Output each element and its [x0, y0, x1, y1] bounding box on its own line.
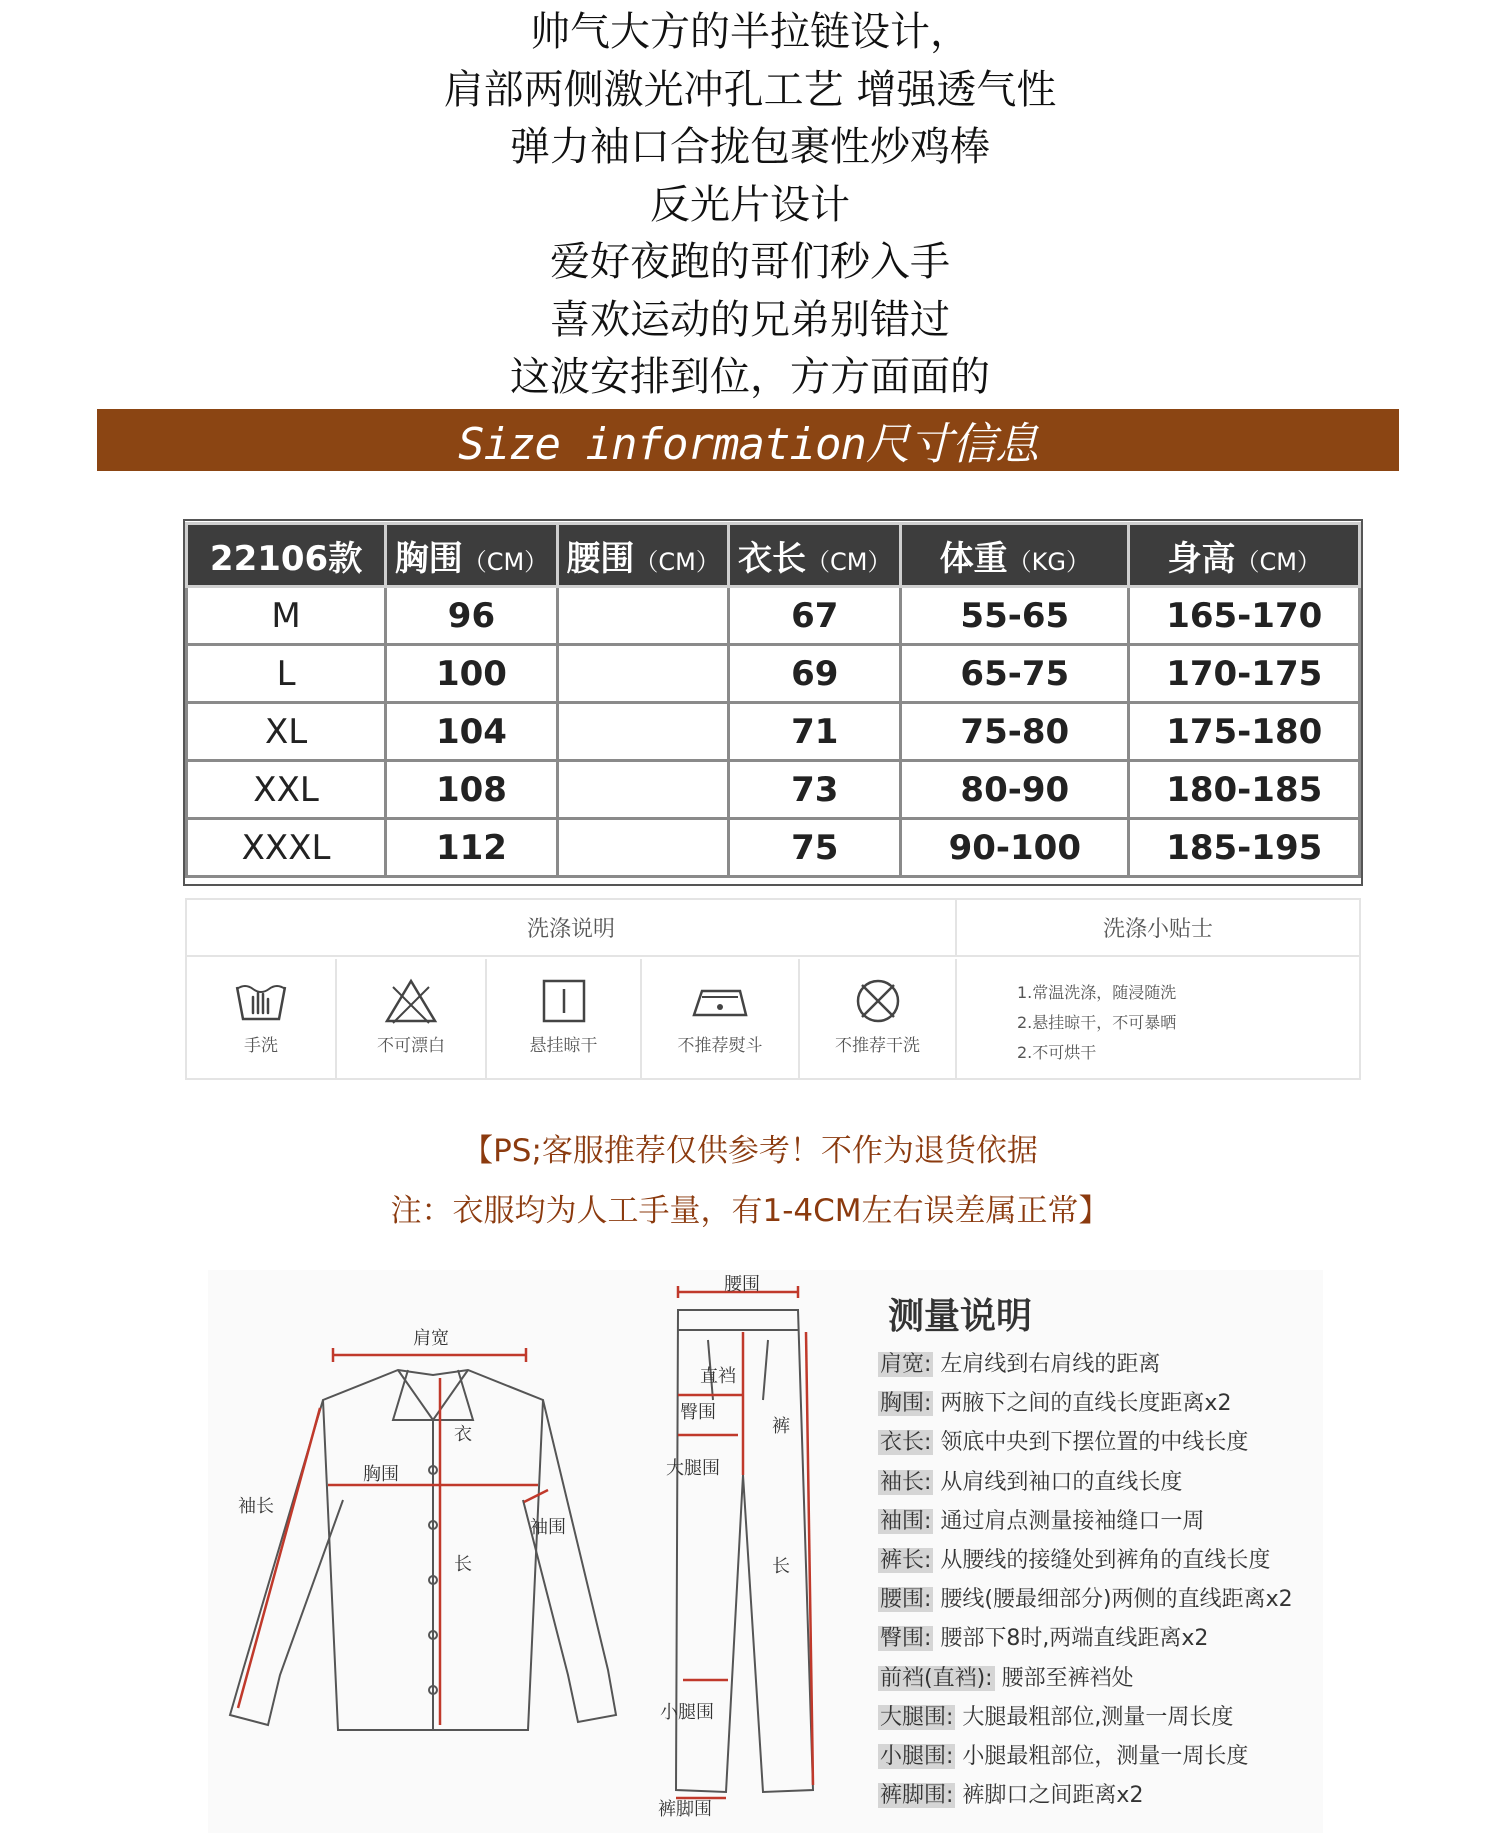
intro-line: 喜欢运动的兄弟别错过 [550, 296, 950, 343]
washing-panel [185, 898, 1361, 1080]
length-cell: 67 [729, 587, 901, 645]
measure-item: 衣长: 领底中央到下摆位置的中线长度 [880, 1430, 1249, 1456]
waist-cell [557, 761, 729, 819]
wash-icon-label: 不可漂白 [377, 1036, 445, 1056]
label-chest: 胸围 [363, 1464, 399, 1485]
intro-line: 这波安排到位，方方面面的 [510, 354, 990, 400]
length-cell: 73 [729, 761, 901, 819]
washing-tips-title: 洗涤小贴士 [957, 900, 1359, 957]
intro-line: 爱好夜跑的哥们秒入手 [550, 239, 950, 285]
table-row [187, 819, 1360, 877]
measure-list [878, 1345, 1293, 1815]
label-pants-b: 长 [772, 1556, 790, 1577]
ps-note: 注：衣服均为人工手量，有1-4CM左右误差属正常】 [390, 1193, 1110, 1229]
measure-title: 测量说明 [888, 1296, 1033, 1337]
banner-title: Size information尺寸信息 [458, 419, 1038, 470]
washing-tips [1017, 978, 1176, 1068]
height-cell: 180-185 [1129, 761, 1360, 819]
size-cell: L [187, 645, 386, 703]
no-bleach-icon [383, 977, 439, 1025]
label-length-b: 长 [454, 1554, 472, 1575]
label-hip: 臀围 [680, 1402, 716, 1423]
label-hem: 裤脚围 [658, 1799, 712, 1820]
size-cell: XL [187, 703, 386, 761]
measurement-diagram [208, 1270, 1323, 1833]
height-cell: 165-170 [1129, 587, 1360, 645]
weight-cell: 75-80 [901, 703, 1129, 761]
measure-item: 袖长: 从肩线到袖口的直线长度 [880, 1469, 1183, 1495]
wash-icon-label: 不推荐干洗 [835, 1036, 920, 1056]
weight-cell: 90-100 [901, 819, 1129, 877]
wash-icon-cell [642, 959, 800, 1080]
measure-item: 大腿围: 大腿最粗部位,测量一周长度 [880, 1704, 1234, 1730]
label-calf: 小腿围 [660, 1702, 714, 1723]
measure-item: 臀围: 腰部下8时,两端直线距离x2 [880, 1626, 1209, 1652]
measure-item: 小腿围: 小腿最粗部位，测量一周长度 [880, 1744, 1249, 1770]
table-row [187, 645, 1360, 703]
weight-cell: 65-75 [901, 645, 1129, 703]
tip-item: 2.悬挂晾干，不可暴晒 [1017, 1013, 1177, 1032]
weight-cell: 80-90 [901, 761, 1129, 819]
label-waist: 腰围 [724, 1274, 760, 1295]
measure-item: 肩宽: 左肩线到右肩线的距离 [880, 1352, 1161, 1377]
height-cell: 185-195 [1129, 819, 1360, 877]
waist-cell [557, 587, 729, 645]
waist-cell [557, 645, 729, 703]
no-iron-icon [688, 977, 752, 1025]
label-length-a: 衣 [454, 1424, 472, 1445]
header-weight: 体重（KG） [901, 524, 1129, 587]
label-pants-a: 裤 [772, 1416, 790, 1437]
size-cell: XXL [187, 761, 386, 819]
header-height: 身高（CM） [1129, 524, 1360, 587]
chest-cell: 96 [386, 587, 558, 645]
header-waist: 腰围（CM） [557, 524, 729, 587]
weight-cell: 55-65 [901, 587, 1129, 645]
length-cell: 71 [729, 703, 901, 761]
label-thigh: 大腿围 [666, 1458, 720, 1479]
header-length: 衣长（CM） [729, 524, 901, 587]
length-cell: 69 [729, 645, 901, 703]
chest-cell: 112 [386, 819, 558, 877]
washing-title: 洗涤说明 [187, 900, 957, 957]
header-style: 22106款 [187, 524, 386, 587]
hand-wash-icon [233, 977, 289, 1025]
label-sleeve-cuff: 袖围 [530, 1517, 566, 1538]
hang-dry-icon [536, 977, 592, 1025]
size-cell: M [187, 587, 386, 645]
wash-icon-label: 不推荐熨斗 [677, 1036, 763, 1056]
size-cell: XXXL [187, 819, 386, 877]
intro-line: 弹力袖口合拢包裹性炒鸡棒 [510, 124, 990, 170]
label-rise: 直裆 [700, 1366, 736, 1387]
measure-item: 腰围: 腰线(腰最细部分)两侧的直线距离x2 [880, 1587, 1293, 1613]
tip-item: 2.不可烘干 [1017, 1043, 1097, 1062]
intro-line: 反光片设计 [650, 181, 850, 228]
label-shoulder: 肩宽 [413, 1328, 449, 1349]
table-header-row [187, 524, 1360, 587]
measure-item: 袖围: 通过肩点测量接袖缝口一周 [880, 1508, 1205, 1534]
intro-text [0, 4, 1500, 407]
height-cell: 175-180 [1129, 703, 1360, 761]
label-sleeve-length: 袖长 [238, 1496, 274, 1517]
measure-item: 裤长: 从腰线的接缝处到裤角的直线长度 [880, 1548, 1271, 1574]
wash-icon-label: 悬挂晾干 [529, 1036, 598, 1056]
table-row [187, 587, 1360, 645]
table-row [187, 703, 1360, 761]
length-cell: 75 [729, 819, 901, 877]
wash-icon-cell [800, 959, 957, 1080]
wash-icon-label: 手洗 [244, 1036, 278, 1056]
header-chest: 胸围（CM） [386, 524, 558, 587]
size-info-banner [97, 409, 1399, 471]
intro-line: 肩部两侧激光冲孔工艺 增强透气性 [443, 66, 1057, 113]
garment-diagram [208, 1270, 848, 1833]
waist-cell [557, 819, 729, 877]
chest-cell: 100 [386, 645, 558, 703]
chest-cell: 108 [386, 761, 558, 819]
measure-item: 胸围: 两腋下之间的直线长度距离x2 [880, 1391, 1232, 1417]
wash-icon-cell [487, 959, 642, 1080]
tip-item: 1.常温洗涤，随浸随洗 [1017, 983, 1177, 1002]
measure-item: 前裆(直裆): 腰部至裤裆处 [880, 1665, 1134, 1691]
intro-line: 帅气大方的半拉链设计， [530, 9, 970, 55]
wash-icon-cell [187, 959, 337, 1080]
size-table [185, 522, 1361, 878]
measure-item: 裤脚围: 裤脚口之间距离x2 [880, 1783, 1144, 1809]
ps-note: 【PS;客服推荐仅供参考！不作为退货依据 [462, 1133, 1038, 1169]
chest-cell: 104 [386, 703, 558, 761]
height-cell: 170-175 [1129, 645, 1360, 703]
waist-cell [557, 703, 729, 761]
no-dry-clean-icon [850, 977, 906, 1025]
table-row [187, 761, 1360, 819]
wash-icon-cell [337, 959, 487, 1080]
